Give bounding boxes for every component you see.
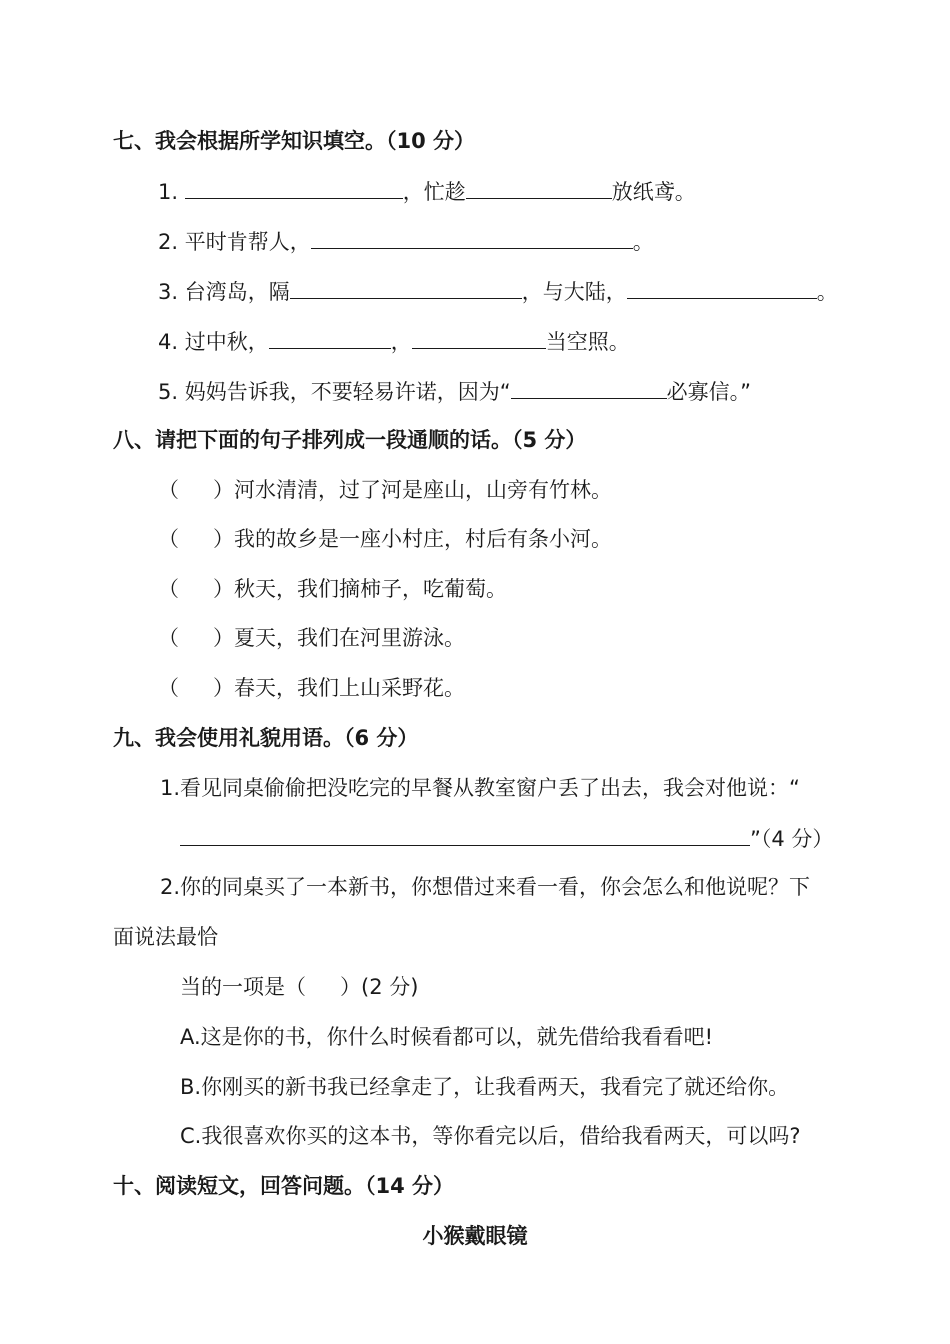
prompt-score: ）(2 分) [340,975,419,999]
close-paren: ） [213,676,234,700]
close-paren: ） [213,527,234,551]
answer-blank[interactable] [511,376,667,399]
answer-blank[interactable] [185,176,403,199]
order-item [158,475,612,505]
fill-item-1 [158,176,696,207]
item-number: 1. [158,180,179,204]
close-paren: ） [213,577,234,601]
passage-title: 小猴戴眼镜 [422,1224,528,1248]
item-text: ，忙趁 [402,180,466,204]
item-text: 2. 平时肯帮人， [158,230,311,254]
answer-blank[interactable] [290,276,522,299]
item-text: 。 [632,230,654,254]
item-text: 3. 台湾岛，隔 [158,280,290,304]
sentence-text: 河水清清，过了河是座山，山旁有竹林。 [234,478,612,502]
open-paren: （ [158,577,179,601]
answer-blank[interactable] [269,326,391,349]
section7-heading: 七、我会根据所学知识填空。（10 分） [113,129,476,153]
order-item [158,623,465,653]
question-2-text: 2.你的同桌买了一本新书，你想借过来看一看，你会怎么和他说呢？下 [160,875,811,899]
question-2-prompt [180,972,418,1002]
answer-blank[interactable] [466,176,612,199]
option-b: B.你刚买的新书我已经拿走了，让我看两天，我看完了就还给你。 [180,1075,790,1099]
sentence-text: 春天，我们上山采野花。 [234,676,465,700]
question-1-text: 1.看见同桌偷偷把没吃完的早餐从教室窗户丢了出去，我会对他说：“ [160,776,800,800]
answer-blank[interactable] [412,326,546,349]
answer-blank[interactable] [180,823,750,846]
item-text: 5. 妈妈告诉我，不要轻易许诺，因为“ [158,380,511,404]
section10-heading: 十、阅读短文，回答问题。（14 分） [113,1174,455,1198]
item-text: ， [390,330,412,354]
section9-heading: 九、我会使用礼貌用语。（6 分） [113,726,419,750]
answer-blank[interactable] [627,276,817,299]
item-text: 。 [816,280,838,304]
prompt-text: 当的一项是（ [180,975,306,999]
question-2-text-cont: 面说法最恰 [113,925,218,949]
question-1-score: ”（4 分） [750,827,834,851]
sentence-text: 夏天，我们在河里游泳。 [234,626,465,650]
item-text: 当空照。 [545,330,630,354]
fill-item-4 [158,326,630,357]
question-1-answer-line [180,823,833,854]
option-c: C.我很喜欢你买的这本书，等你看完以后，借给我看两天，可以吗? [180,1124,801,1148]
option-a: A.这是你的书，你什么时候看都可以，就先借给我看看吧! [180,1025,714,1049]
fill-item-3 [158,276,838,307]
order-item [158,673,465,703]
answer-blank[interactable] [311,226,633,249]
fill-item-5 [158,376,751,407]
sentence-text: 我的故乡是一座小村庄，村后有条小河。 [234,527,612,551]
order-item [158,574,507,604]
open-paren: （ [158,676,179,700]
item-text: 必寡信。” [666,380,751,404]
item-text: 4. 过中秋， [158,330,269,354]
item-text: ，与大陆， [521,280,627,304]
open-paren: （ [158,527,179,551]
close-paren: ） [213,626,234,650]
close-paren: ） [213,478,234,502]
item-text: 放纸鸢。 [611,180,696,204]
sentence-text: 秋天，我们摘柿子，吃葡萄。 [234,577,507,601]
open-paren: （ [158,478,179,502]
open-paren: （ [158,626,179,650]
fill-item-2 [158,226,654,257]
order-item [158,524,612,554]
section8-heading: 八、请把下面的句子排列成一段通顺的话。（5 分） [113,428,587,452]
